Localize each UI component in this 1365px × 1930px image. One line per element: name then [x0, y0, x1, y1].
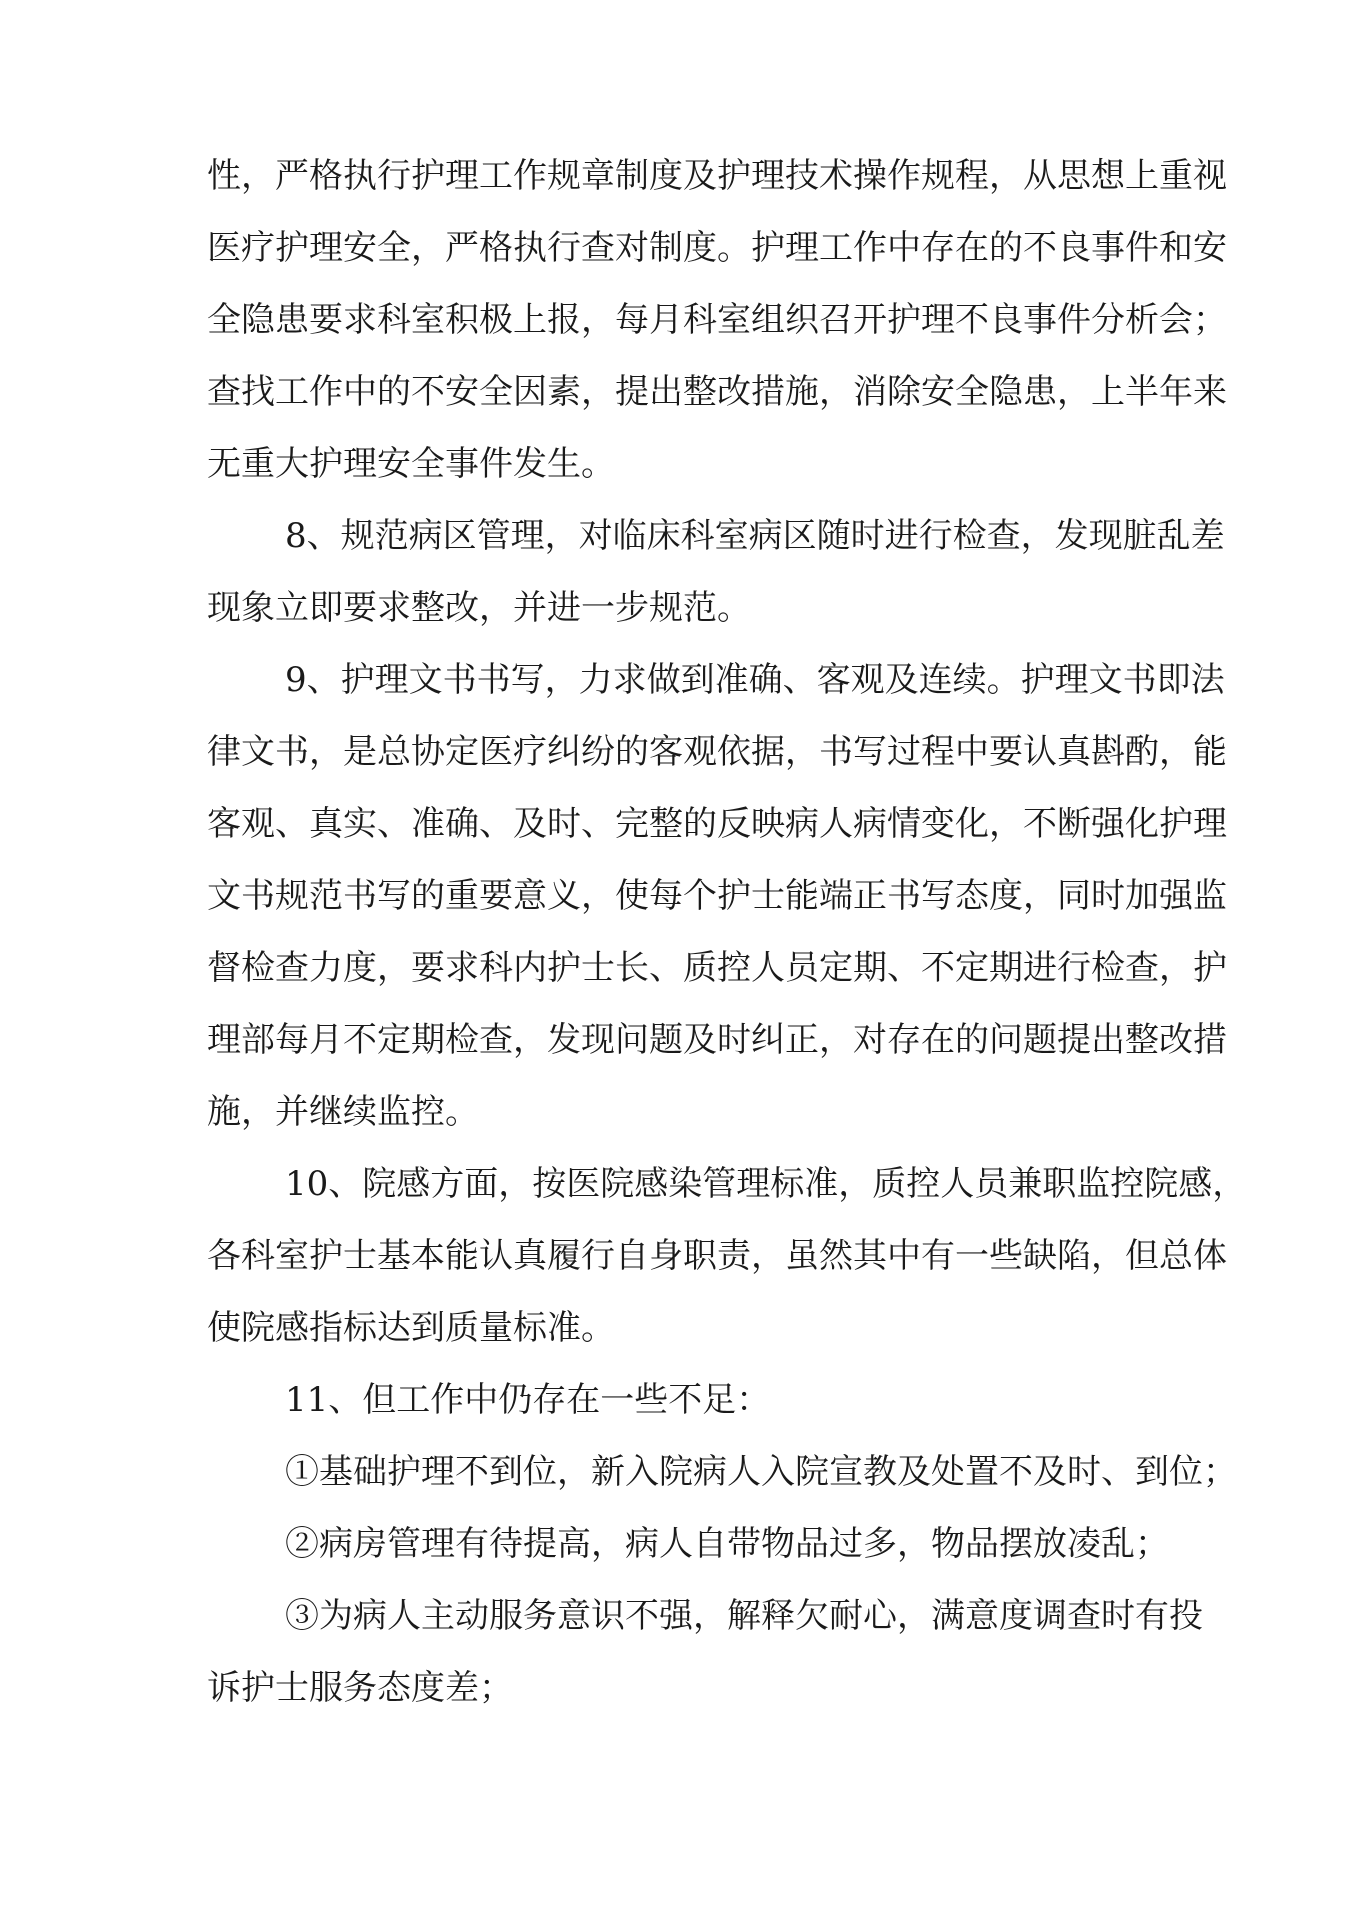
text-line: 性，严格执行护理工作规章制度及护理技术操作规程，从思想上重视	[207, 156, 1227, 196]
text-line: 8、规范病区管理，对临床科室病区随时进行检查，发现脏乱差	[285, 516, 1225, 556]
text-line: 9、护理文书书写，力求做到准确、客观及连续。护理文书即法	[285, 660, 1225, 700]
text-line: 客观、真实、准确、及时、完整的反映病人病情变化，不断强化护理	[207, 804, 1227, 844]
text-line: 全隐患要求科室积极上报，每月科室组织召开护理不良事件分析会；	[207, 300, 1227, 340]
text-line: 文书规范书写的重要意义，使每个护士能端正书写态度，同时加强监	[207, 876, 1227, 916]
text-line: ③为病人主动服务意识不强，解释欠耐心，满意度调查时有投	[285, 1596, 1203, 1636]
text-line: 施，并继续监控。	[207, 1092, 479, 1132]
text-line: 10、院感方面，按医院感染管理标准，质控人员兼职监控院感，	[285, 1164, 1247, 1204]
text-line: 11、但工作中仍存在一些不足：	[285, 1380, 771, 1420]
text-line: ②病房管理有待提高，病人自带物品过多，物品摆放凌乱；	[285, 1524, 1169, 1564]
text-line: ①基础护理不到位，新入院病人入院宣教及处置不及时、到位；	[285, 1452, 1237, 1492]
text-line: 律文书，是总协定医疗纠纷的客观依据，书写过程中要认真斟酌，能	[207, 732, 1227, 772]
document-body	[207, 140, 1247, 1724]
text-line: 医疗护理安全，严格执行查对制度。护理工作中存在的不良事件和安	[207, 228, 1227, 268]
text-line: 无重大护理安全事件发生。	[207, 444, 615, 484]
text-line: 理部每月不定期检查，发现问题及时纠正，对存在的问题提出整改措	[207, 1020, 1227, 1060]
text-line: 各科室护士基本能认真履行自身职责，虽然其中有一些缺陷，但总体	[207, 1236, 1227, 1276]
text-line: 诉护士服务态度差；	[207, 1668, 513, 1708]
text-line: 督检查力度，要求科内护士长、质控人员定期、不定期进行检查，护	[207, 948, 1227, 988]
text-line: 现象立即要求整改，并进一步规范。	[207, 588, 751, 628]
text-line: 使院感指标达到质量标准。	[207, 1308, 615, 1348]
text-line: 查找工作中的不安全因素，提出整改措施，消除安全隐患，上半年来	[207, 372, 1227, 412]
